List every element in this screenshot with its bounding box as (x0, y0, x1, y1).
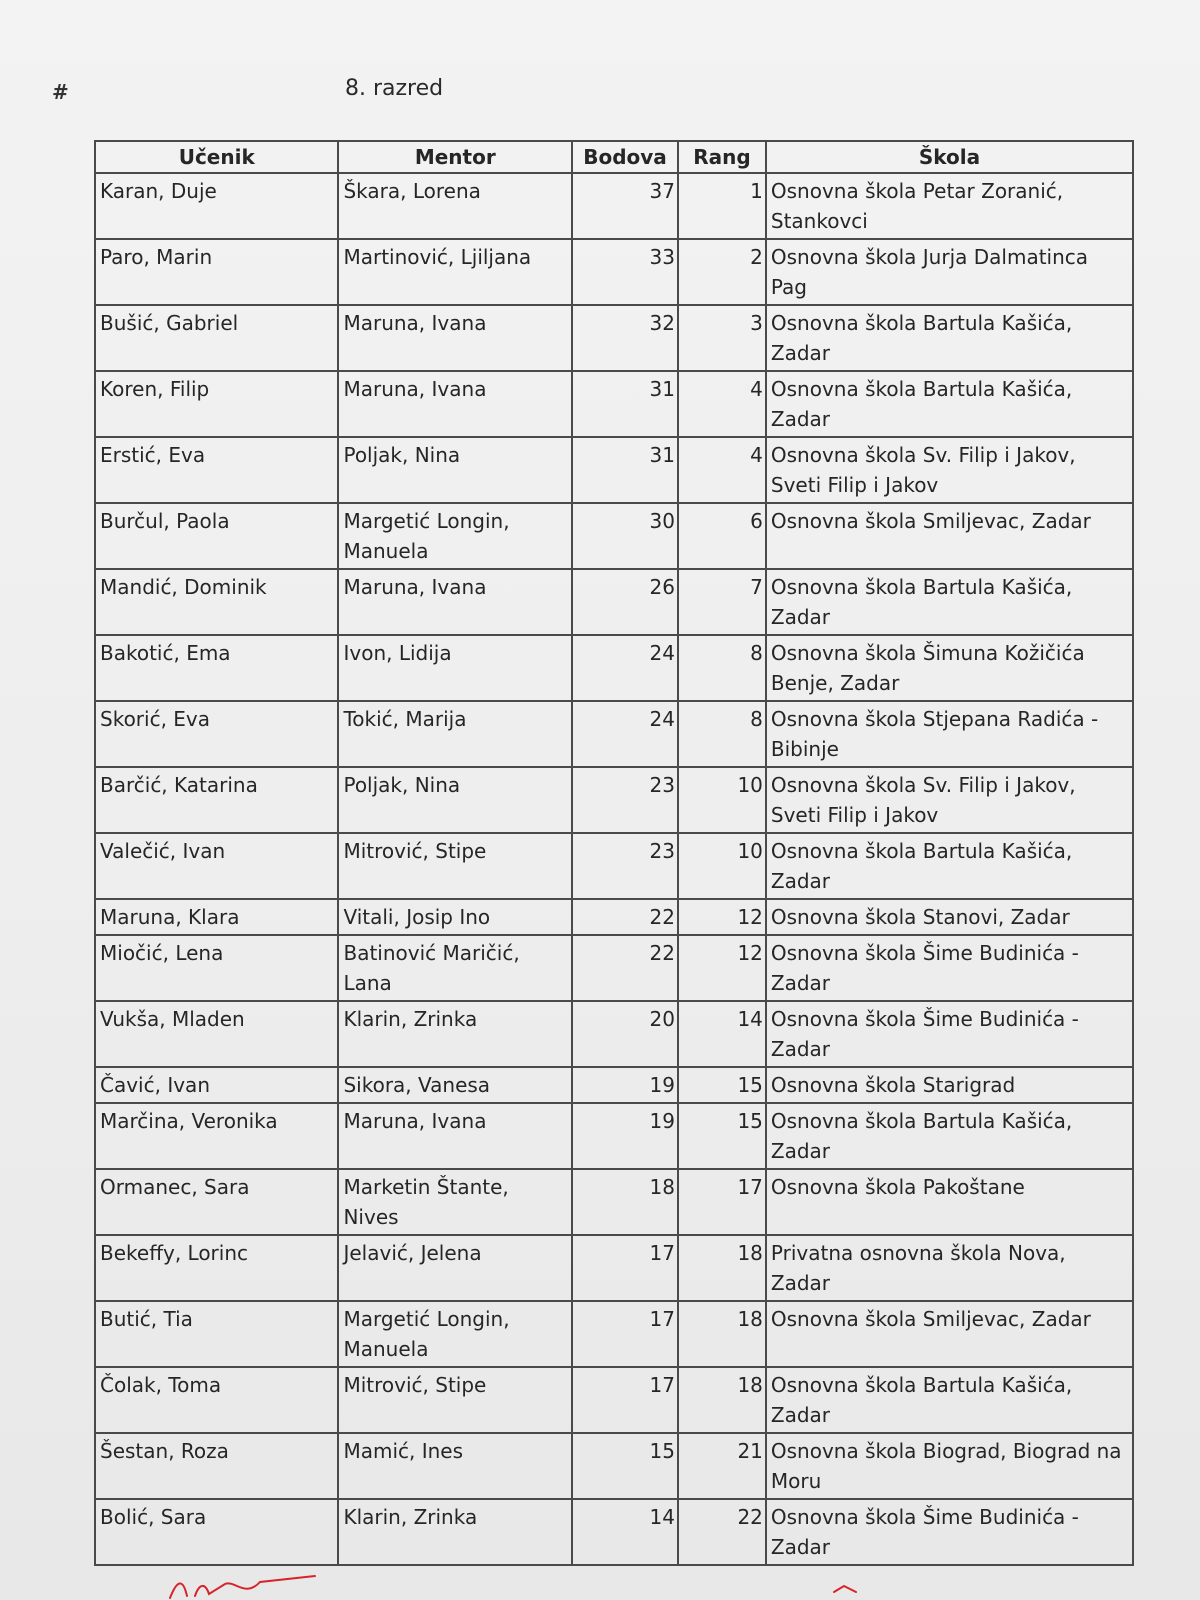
cell-points: 22 (572, 899, 678, 935)
table-row (95, 305, 1133, 371)
cell-rank: 10 (678, 767, 766, 833)
cell-school: Osnovna škola Stanovi, Zadar (766, 899, 1133, 935)
cell-school: Osnovna škola Šime Budinića - Zadar (766, 935, 1133, 1001)
cell-student: Bekeffy, Lorinc (95, 1235, 338, 1301)
table-row (95, 239, 1133, 305)
cell-student: Vukša, Mladen (95, 1001, 338, 1067)
cell-mentor: Ivon, Lidija (338, 635, 572, 701)
cell-rank: 12 (678, 935, 766, 1001)
results-table (94, 140, 1134, 1566)
cell-student: Maruna, Klara (95, 899, 338, 935)
table-row (95, 701, 1133, 767)
cell-mentor: Sikora, Vanesa (338, 1067, 572, 1103)
cell-points: 37 (572, 173, 678, 239)
cell-mentor: Margetić Longin, Manuela (338, 503, 572, 569)
cell-school: Osnovna škola Bartula Kašića, Zadar (766, 305, 1133, 371)
cell-mentor: Mitrović, Stipe (338, 1367, 572, 1433)
cell-rank: 18 (678, 1301, 766, 1367)
cell-mentor: Poljak, Nina (338, 437, 572, 503)
cell-mentor: Jelavić, Jelena (338, 1235, 572, 1301)
cell-rank: 17 (678, 1169, 766, 1235)
cell-points: 17 (572, 1367, 678, 1433)
header-student: Učenik (95, 141, 338, 173)
cell-points: 17 (572, 1235, 678, 1301)
cell-mentor: Mamić, Ines (338, 1433, 572, 1499)
cell-mentor: Poljak, Nina (338, 767, 572, 833)
header-row (95, 141, 1133, 173)
table-row (95, 1301, 1133, 1367)
cell-mentor: Maruna, Ivana (338, 305, 572, 371)
cell-student: Bolić, Sara (95, 1499, 338, 1565)
cell-mentor: Mitrović, Stipe (338, 833, 572, 899)
cell-student: Burčul, Paola (95, 503, 338, 569)
cell-student: Šestan, Roza (95, 1433, 338, 1499)
cell-mentor: Klarin, Zrinka (338, 1499, 572, 1565)
cell-points: 20 (572, 1001, 678, 1067)
cell-rank: 18 (678, 1235, 766, 1301)
table-row (95, 1367, 1133, 1433)
cell-student: Karan, Duje (95, 173, 338, 239)
cell-student: Koren, Filip (95, 371, 338, 437)
cell-rank: 21 (678, 1433, 766, 1499)
table-row (95, 503, 1133, 569)
cell-school: Osnovna škola Starigrad (766, 1067, 1133, 1103)
table-row (95, 935, 1133, 1001)
table-row (95, 1499, 1133, 1565)
cell-mentor: Maruna, Ivana (338, 569, 572, 635)
cell-student: Bakotić, Ema (95, 635, 338, 701)
cell-school: Osnovna škola Bartula Kašića, Zadar (766, 1103, 1133, 1169)
header-rank: Rang (678, 141, 766, 173)
cell-rank: 10 (678, 833, 766, 899)
cell-school: Osnovna škola Šime Budinića - Zadar (766, 1499, 1133, 1565)
cell-student: Erstić, Eva (95, 437, 338, 503)
cell-points: 19 (572, 1067, 678, 1103)
cell-school: Osnovna škola Sv. Filip i Jakov, Sveti Filip i Jakov (766, 767, 1133, 833)
cell-points: 31 (572, 437, 678, 503)
cell-rank: 12 (678, 899, 766, 935)
table-row (95, 437, 1133, 503)
table-row (95, 1433, 1133, 1499)
cell-points: 14 (572, 1499, 678, 1565)
cell-rank: 6 (678, 503, 766, 569)
cell-rank: 7 (678, 569, 766, 635)
header-points: Bodova (572, 141, 678, 173)
table-row (95, 569, 1133, 635)
cell-school: Osnovna škola Smiljevac, Zadar (766, 1301, 1133, 1367)
cell-student: Mandić, Dominik (95, 569, 338, 635)
table-row (95, 635, 1133, 701)
cell-mentor: Margetić Longin, Manuela (338, 1301, 572, 1367)
cell-points: 19 (572, 1103, 678, 1169)
table-row (95, 1235, 1133, 1301)
cell-student: Bušić, Gabriel (95, 305, 338, 371)
cell-school: Osnovna škola Bartula Kašića, Zadar (766, 371, 1133, 437)
table-row (95, 899, 1133, 935)
table-row (95, 371, 1133, 437)
cell-school: Osnovna škola Jurja Dalmatinca Pag (766, 239, 1133, 305)
cell-student: Čavić, Ivan (95, 1067, 338, 1103)
cell-rank: 15 (678, 1103, 766, 1169)
cell-points: 33 (572, 239, 678, 305)
header-mentor: Mentor (338, 141, 572, 173)
cell-points: 22 (572, 935, 678, 1001)
cell-rank: 3 (678, 305, 766, 371)
cell-rank: 1 (678, 173, 766, 239)
cell-points: 18 (572, 1169, 678, 1235)
cell-mentor: Škara, Lorena (338, 173, 572, 239)
cell-mentor: Martinović, Ljiljana (338, 239, 572, 305)
cell-student: Skorić, Eva (95, 701, 338, 767)
table-row (95, 767, 1133, 833)
cell-mentor: Maruna, Ivana (338, 371, 572, 437)
table-row (95, 1169, 1133, 1235)
red-check-mark (830, 1578, 870, 1598)
cell-points: 32 (572, 305, 678, 371)
grade-title: 8. razred (345, 76, 444, 101)
cell-school: Osnovna škola Bartula Kašića, Zadar (766, 833, 1133, 899)
table-row (95, 1001, 1133, 1067)
cell-rank: 4 (678, 371, 766, 437)
corner-mark: # (52, 80, 69, 104)
cell-school: Osnovna škola Šime Budinića - Zadar (766, 1001, 1133, 1067)
cell-school: Privatna osnovna škola Nova, Zadar (766, 1235, 1133, 1301)
cell-mentor: Tokić, Marija (338, 701, 572, 767)
cell-rank: 4 (678, 437, 766, 503)
cell-mentor: Marketin Štante, Nives (338, 1169, 572, 1235)
cell-rank: 8 (678, 701, 766, 767)
cell-student: Butić, Tia (95, 1301, 338, 1367)
cell-school: Osnovna škola Sv. Filip i Jakov, Sveti Filip i Jakov (766, 437, 1133, 503)
cell-school: Osnovna škola Biograd, Biograd na Moru (766, 1433, 1133, 1499)
cell-school: Osnovna škola Bartula Kašića, Zadar (766, 569, 1133, 635)
cell-student: Čolak, Toma (95, 1367, 338, 1433)
cell-points: 24 (572, 701, 678, 767)
cell-mentor: Vitali, Josip Ino (338, 899, 572, 935)
cell-student: Barčić, Katarina (95, 767, 338, 833)
cell-rank: 18 (678, 1367, 766, 1433)
cell-mentor: Maruna, Ivana (338, 1103, 572, 1169)
cell-points: 23 (572, 833, 678, 899)
cell-school: Osnovna škola Pakoštane (766, 1169, 1133, 1235)
cell-student: Marčina, Veronika (95, 1103, 338, 1169)
cell-mentor: Batinović Maričić, Lana (338, 935, 572, 1001)
cell-rank: 8 (678, 635, 766, 701)
cell-points: 30 (572, 503, 678, 569)
cell-points: 31 (572, 371, 678, 437)
cell-points: 26 (572, 569, 678, 635)
cell-school: Osnovna škola Stjepana Radića - Bibinje (766, 701, 1133, 767)
table-row (95, 173, 1133, 239)
cell-points: 24 (572, 635, 678, 701)
results-body (95, 173, 1133, 1565)
cell-rank: 22 (678, 1499, 766, 1565)
cell-school: Osnovna škola Šimuna Kožičića Benje, Zadar (766, 635, 1133, 701)
signature-scribble (165, 1570, 325, 1600)
cell-points: 15 (572, 1433, 678, 1499)
cell-school: Osnovna škola Petar Zoranić, Stankovci (766, 173, 1133, 239)
cell-points: 23 (572, 767, 678, 833)
cell-student: Ormanec, Sara (95, 1169, 338, 1235)
cell-points: 17 (572, 1301, 678, 1367)
cell-student: Paro, Marin (95, 239, 338, 305)
cell-school: Osnovna škola Bartula Kašića, Zadar (766, 1367, 1133, 1433)
cell-rank: 2 (678, 239, 766, 305)
cell-mentor: Klarin, Zrinka (338, 1001, 572, 1067)
table-row (95, 1103, 1133, 1169)
header-school: Škola (766, 141, 1133, 173)
table-row (95, 1067, 1133, 1103)
cell-student: Valečić, Ivan (95, 833, 338, 899)
cell-school: Osnovna škola Smiljevac, Zadar (766, 503, 1133, 569)
cell-student: Miočić, Lena (95, 935, 338, 1001)
table-row (95, 833, 1133, 899)
cell-rank: 14 (678, 1001, 766, 1067)
cell-rank: 15 (678, 1067, 766, 1103)
